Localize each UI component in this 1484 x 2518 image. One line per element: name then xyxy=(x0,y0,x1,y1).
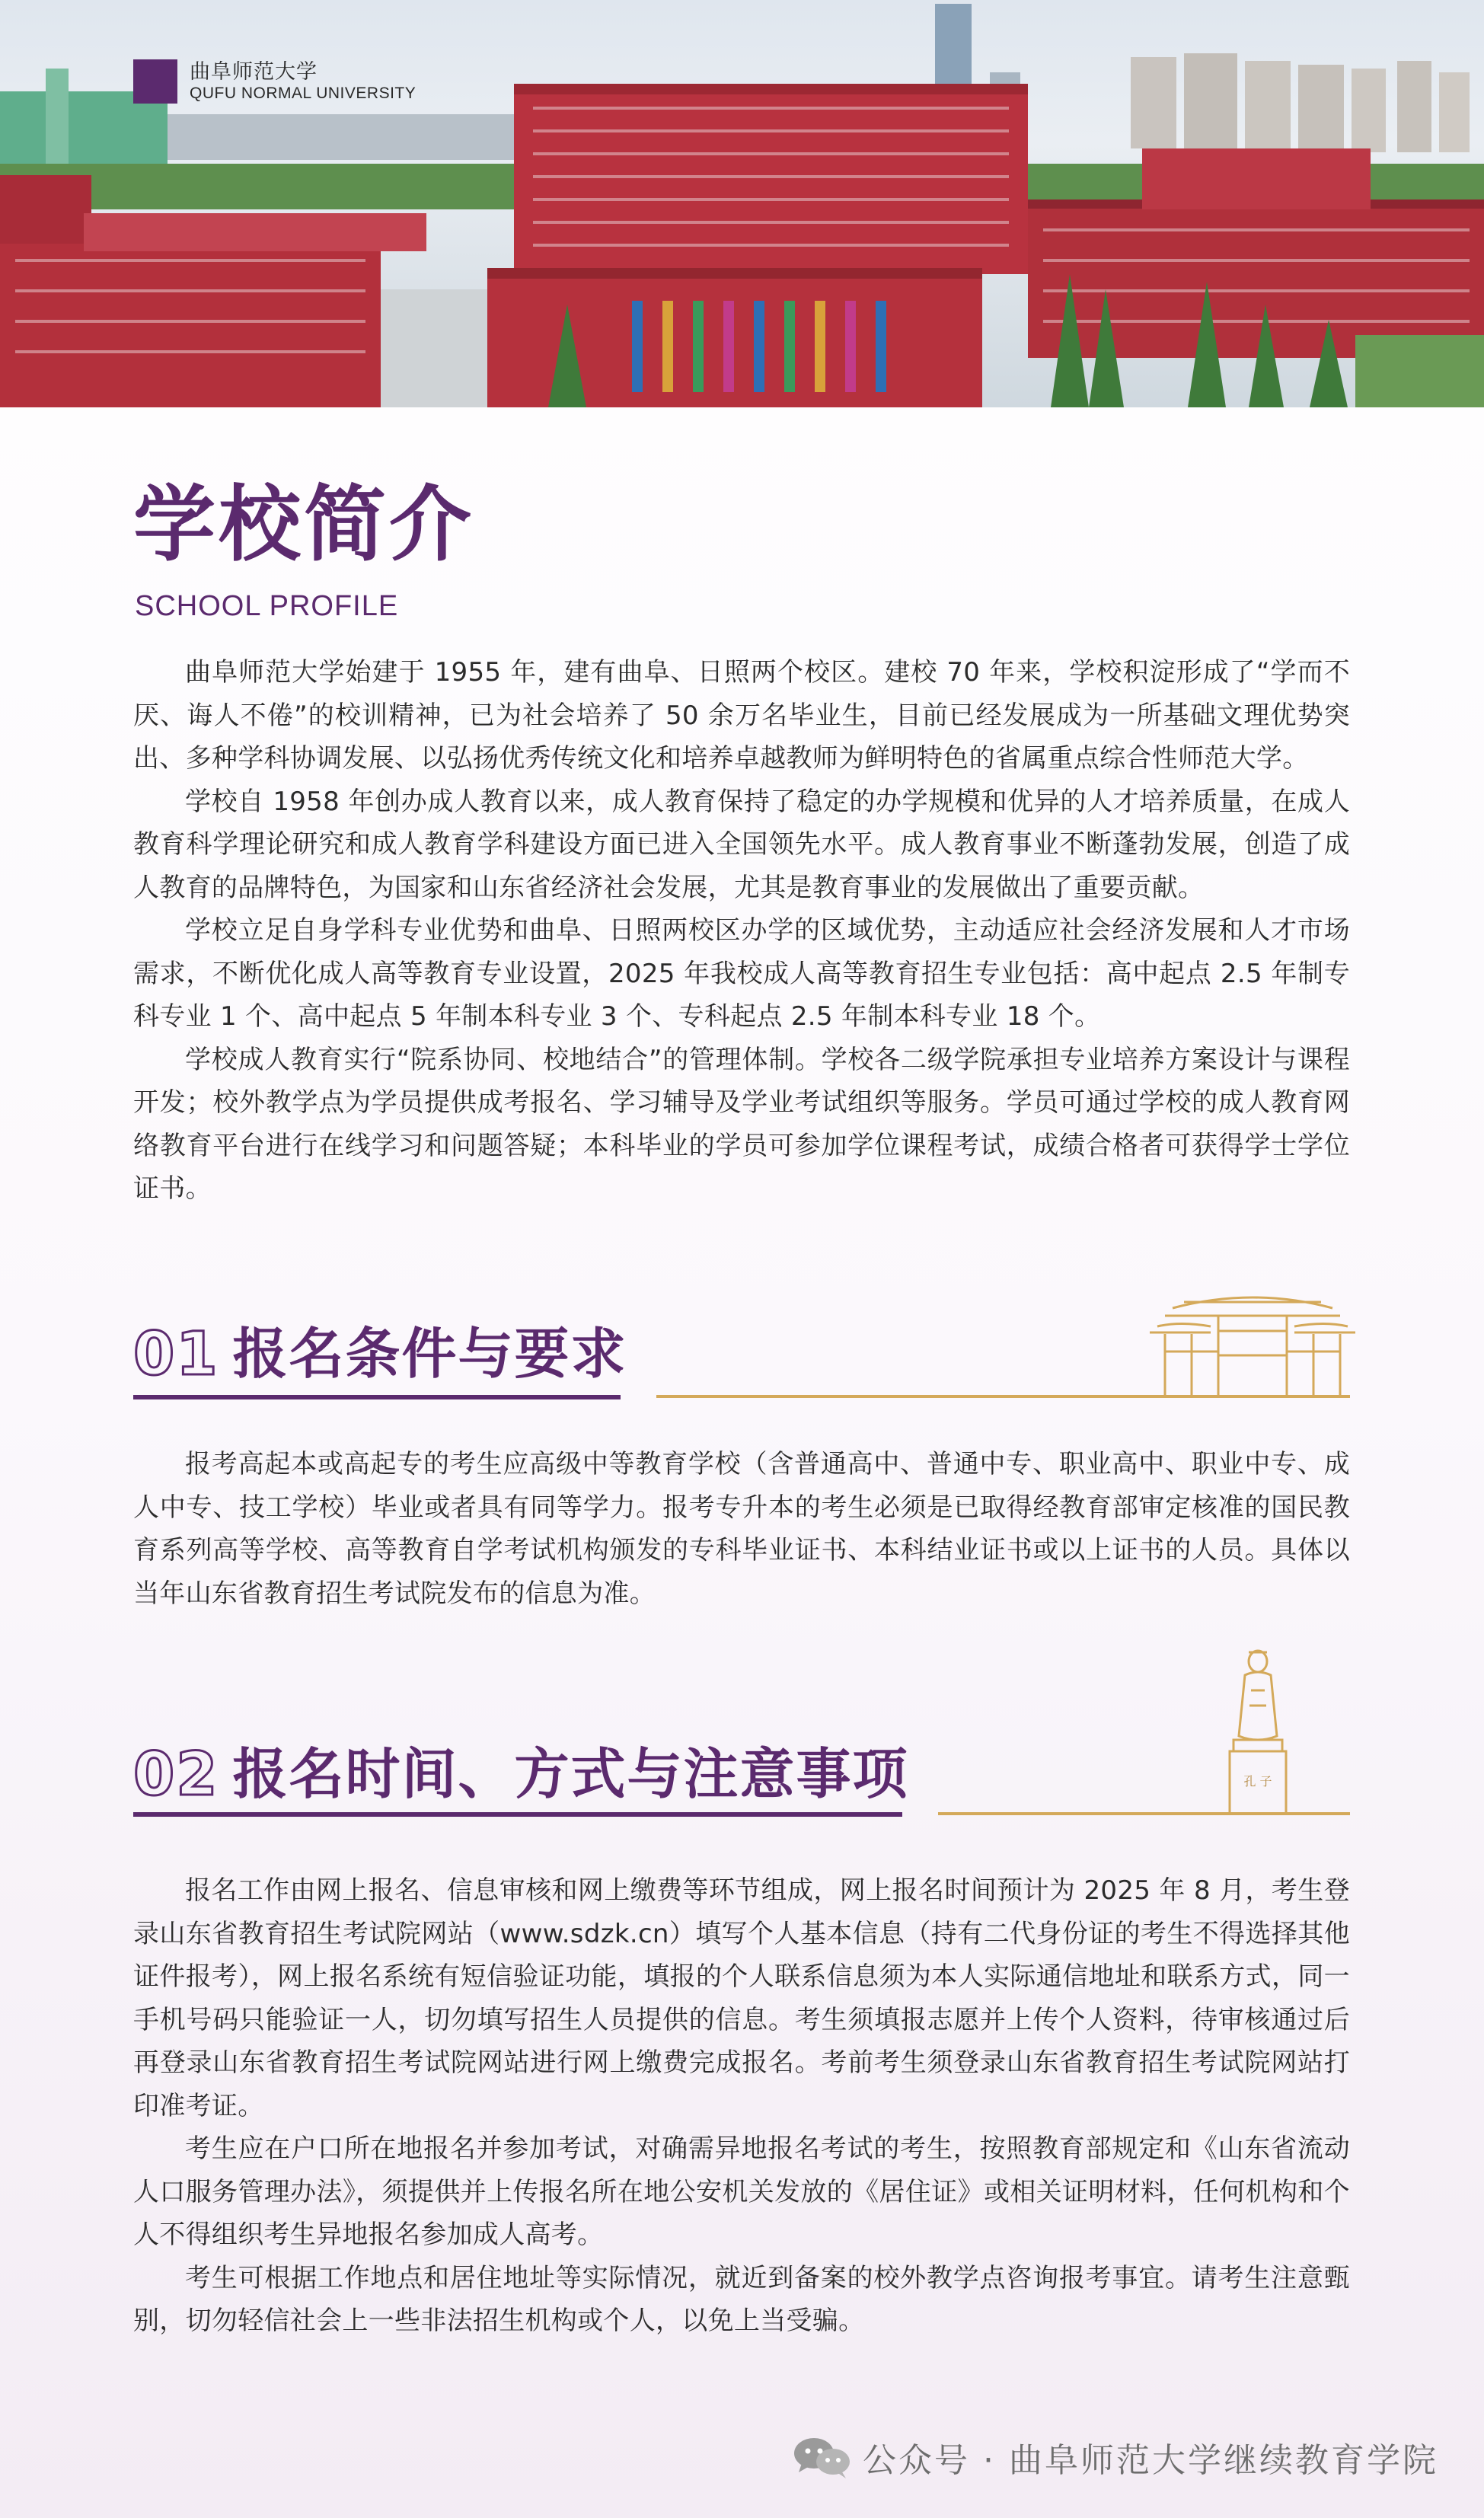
archway-icon xyxy=(1150,1279,1355,1397)
logo-mark xyxy=(133,59,177,104)
section-01-heading xyxy=(133,1310,627,1389)
profile-body xyxy=(133,651,1350,1211)
profile-paragraph: 学校立足自身学科专业优势和曲阜、日照两校区办学的区域优势，主动适应社会经济发展和人才市场需求，不断优化成人高等教育专业设置，2025 年我校成人高等教育招生专业包括：高中起点 2.5 年制专科专业 1 个、高中起点 5 年制本科专业 3 个、专科起点 2.5 年制本科专业 18 个。 xyxy=(133,915,1350,1032)
wechat-footer xyxy=(791,2433,1438,2481)
logo-name-cn: 曲阜师范大学 xyxy=(190,60,318,84)
profile-paragraph: 曲阜师范大学始建于 1955 年，建有曲阜、日照两个校区。建校 70 年来，学校积淀形成了“学而不厌、诲人不倦”的校训精神，已为社会培养了 50 余万名毕业生，目前已经发展成为一所基础文理优势突出、多种学科协调发展、以弘扬优秀传统文化和培养卓越教师为鲜明特色的省属重点综合性师范大学。 xyxy=(133,657,1350,774)
profile-paragraph: 学校成人教育实行“院系协同、校地结合”的管理体制。学校各二级学院承担专业培养方案设计与课程开发；校外教学点为学员提供成考报名、学习辅导及学业考试组织等服务。学员可通过学校的成人教育网络教育平台进行在线学习和问题答疑；本科毕业的学员可参加学位课程考试，成绩合格者可获得学士学位证书。 xyxy=(133,1044,1350,1204)
profile-paragraph: 学校自 1958 年创办成人教育以来，成人教育保持了稳定的办学规模和优异的人才培养质量，在成人教育科学理论研究和成人教育学科建设方面已进入全国领先水平。成人教育事业不断蓬勃发展，创造了成人教育的品牌特色，为国家和山东省经济社会发展，尤其是教育事业的发展做出了重要贡献。 xyxy=(133,786,1350,903)
section-02-purple-rule xyxy=(133,1812,902,1817)
statue-label: 孔 子 xyxy=(1243,1774,1272,1789)
logo-name-en: QUFU NORMAL UNIVERSITY xyxy=(190,85,416,102)
confucius-statue-icon xyxy=(1222,1645,1294,1816)
section-01-title: 报名条件与要求 xyxy=(232,1322,627,1386)
page-subtitle: SCHOOL PROFILE xyxy=(135,590,399,622)
footer-text: 公众号 · 曲阜师范大学继续教育学院 xyxy=(863,2441,1438,2480)
section-02-paragraph: 报名工作由网上报名、信息审核和网上缴费等环节组成，网上报名时间预计为 2025 年 8 月，考生登录山东省教育招生考试院网站（www.sdzk.cn）填写个人基本信息（持有二代身份证的考生不得选择其他证件报考），网上报名系统有短信验证功能，填报的个人联系信息须为本人实际通信地址和联系方式，同一手机号码只能验证一人，切勿填写招生人员提供的信息。考生须填报志愿并上传个人资料，待审核通过后再登录山东省教育招生考试院网站进行网上缴费完成报名。考前考生须登录山东省教育招生考试院网站打印准考证。 xyxy=(133,1875,1350,2121)
campus-banner xyxy=(0,0,1484,407)
wechat-icon xyxy=(791,2434,852,2480)
section-01-purple-rule xyxy=(133,1395,621,1399)
section-02-body xyxy=(133,1869,1350,2343)
page-title: 学校简介 xyxy=(133,477,475,573)
section-01-paragraph: 报考高起本或高起专的考生应高级中等教育学校（含普通高中、普通中专、职业高中、职业中专、成人中专、技工学校）毕业或者具有同等学力。报考专升本的考生必须是已取得经教育部审定核准的国民教育系列高等学校、高等教育自学考试机构颁发的专科毕业证书、本科结业证书或以上证书的人员。具体以当年山东省教育招生考试院发布的信息为准。 xyxy=(133,1449,1350,1609)
section-01-number: 01 xyxy=(133,1320,219,1389)
section-02-paragraph: 考生可根据工作地点和居住地址等实际情况，就近到备案的校外教学点咨询报考事宜。请考生注意甄别，切勿轻信社会上一些非法招生机构或个人，以免上当受骗。 xyxy=(133,2262,1350,2336)
section-02-heading xyxy=(133,1730,909,1809)
section-02-paragraph: 考生应在户口所在地报名并参加考试，对确需异地报名考试的考生，按照教育部规定和《山东省流动人口服务管理办法》，须提供并上传报名所在地公安机关发放的《居住证》或相关证明材料，任何机构和个人不得组织考生异地报名参加成人高考。 xyxy=(133,2133,1350,2250)
university-logo xyxy=(133,59,416,104)
section-02-title: 报名时间、方式与注意事项 xyxy=(232,1742,909,1806)
section-02-number: 02 xyxy=(133,1741,219,1809)
section-01-body xyxy=(133,1443,1350,1615)
